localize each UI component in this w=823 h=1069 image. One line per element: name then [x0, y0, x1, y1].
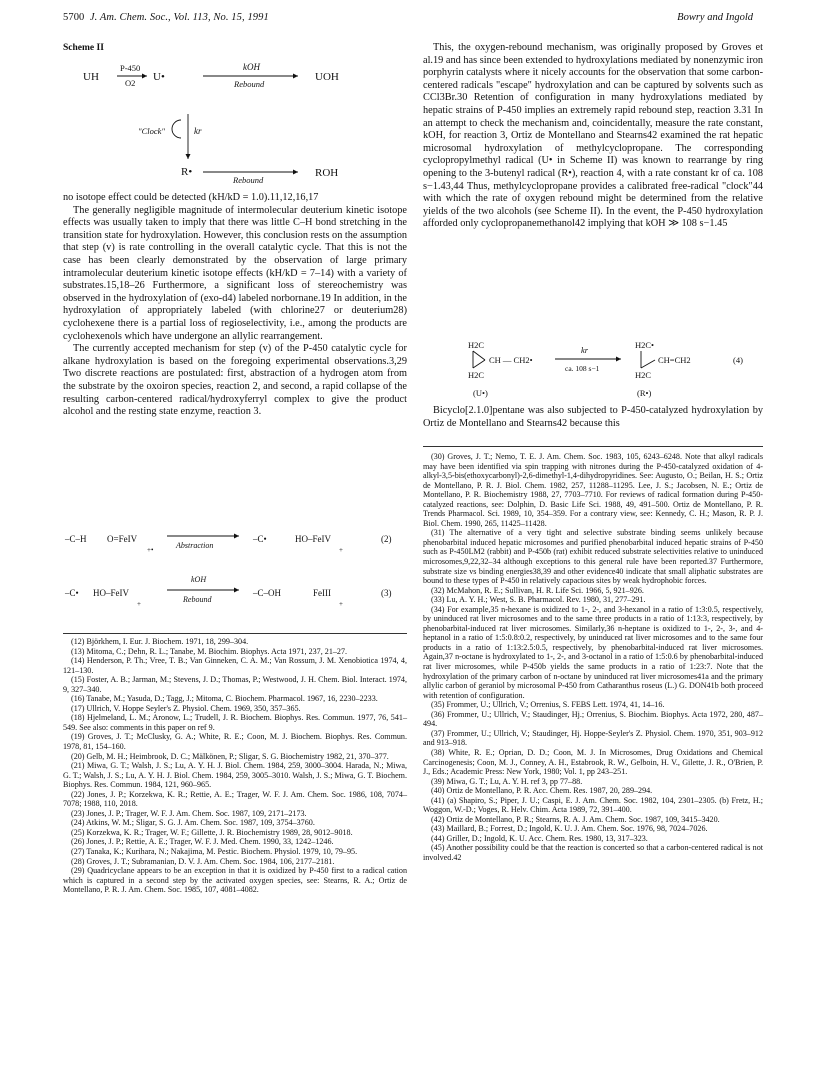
reference-15: (15) Foster, A. B.; Jarman, M.; Stevens, J. D.; Thomas, P.; Westwood, J. H. Chem. Biol. Interact. 1974, 9, 327–340.	[63, 675, 407, 694]
scheme-u-radical: U•	[153, 71, 165, 83]
scheme-ii-diagram	[63, 52, 407, 190]
r4-h2c-top: H2C	[468, 340, 485, 350]
left-paragraph-1: no isotope effect could be detected (kH/kD = 1.0).11,12,16,17	[63, 192, 319, 203]
r4-h2c-radical: H2C•	[635, 340, 655, 350]
right-body-text	[423, 42, 763, 231]
left-paragraph-3: The currently accepted mechanism for step (v) of the P-450 catalytic cycle for alkane hydroxylation is based on the foregoing experimental observations.3,29 Two discrete reactions are postulated: first, abstraction of a hydrogen atom from the substrate by the oxoiron species, reaction 2, and second, a rapid collapse of the resulting carbon-centered radical/hydroxyferryl complex to give the product alcohol and the resting state enzyme, reaction 3.	[63, 343, 407, 418]
r4-h2c-bottom: H2C	[468, 370, 485, 380]
reference-44: (44) Griller, D.; Ingold, K. U. Acc. Chem. Res. 1980, 13, 317–323.	[431, 833, 648, 843]
reference-25: (25) Korzekwa, K. R.; Trager, W. F.; Gillette, J. R. Biochemistry 1989, 28, 9012–9018.	[71, 827, 353, 837]
r4-number: (4)	[733, 355, 743, 365]
r2-number: (2)	[381, 534, 392, 544]
r2-oxo-charge: +•	[147, 546, 154, 554]
reference-16: (16) Tanabe, M.; Yasuda, D.; Tagg, J.; Mitoma, C. Biochem. Pharmacol. 1967, 16, 2230–2233.	[71, 694, 378, 704]
reference-42: (42) Ortiz de Montellano, P. R.; Stearns, R. A. J. Am. Chem. Soc. 1987, 109, 3415–3420.	[431, 814, 720, 824]
reference-28: (28) Groves, J. T.; Subramanian, D. V. J. Am. Chem. Soc. 1984, 106, 2177–2181.	[71, 856, 335, 866]
r3-left-charge: +	[137, 600, 141, 608]
reference-38: (38) White, R. E.; Oprian, D. D.; Coon, M. J. In Microsomes, Drug Oxidations and Chemical Carcinogenesis; Coon, M. J., Conney, A. H., Estabrook, R. W., Gelboin, H. V., Gilette, J. R., O'Brien, P. J., Eds.; Academic Press: New York, 1980; Vol. 1, pp 243–251.	[423, 747, 763, 777]
right-body-text-2	[423, 405, 763, 430]
scheme-koh: kOH	[243, 62, 260, 72]
reference-21: (21) Miwa, G. T.; Walsh, J. S.; Lu, A. Y. H. J. Biol. Chem. 1984, 259, 3000–3004. Harada, N.; Miwa, G. T.; Walsh, J. S.; Lu, A. Y. H. J. Biol. Chem. 1984, 259, 3005–3010. Walsh, J. S.; Miwa, G. T. Biochem. Biophys. Res. Commun. 1984, 121, 960–965.	[63, 761, 407, 790]
r2-right-charge: +	[339, 546, 343, 554]
scheme-rebound-1: Rebound	[234, 79, 265, 89]
r3-left-iron: HO–FeIV	[93, 588, 129, 598]
reference-29: (29) Quadricyclane appears to be an exception in that it is oxidized by P-450 first to a radical cation which is captured in a second step by the activated oxygen species, see: Stearns, R. A.; Ortiz de Montellano, P. R. J. Am. Chem. Soc. 1985, 107, 4081–4082.	[63, 866, 407, 895]
reference-13: (13) Mitoma, C.; Dehn, R. L.; Tanabe, M. Biochim. Biophys. Acta 1971, 237, 21–27.	[71, 646, 348, 656]
running-header-left	[63, 12, 269, 23]
reference-36: (36) Frommer, U.; Ullrich, V.; Staudinger, Hj.; Orrenius, S. Biochim. Biophys. Acta 1972, 280, 487–494.	[423, 709, 763, 729]
reactions-2-3-diagram	[63, 520, 407, 616]
r4-label-u: (U•)	[473, 388, 488, 398]
reference-23: (23) Jones, J. P.; Trager, W. F. J. Am. Chem. Soc. 1987, 109, 2171–2173.	[71, 808, 307, 818]
reference-45: (45) Another possibility could be that the reaction is concerted so that a carbon-centered radical is not involved.42	[423, 843, 763, 862]
scheme-uh: UH	[83, 71, 99, 83]
reference-12: (12) Björkhem, I. Eur. J. Biochem. 1971, 18, 299–304.	[71, 637, 249, 646]
reaction-4-diagram	[423, 338, 763, 400]
scheme-uoh: UOH	[315, 71, 339, 83]
right-paragraph-2: Bicyclo[2.1.0]pentane was also subjected to P-450-catalyzed hydroxylation by Ortiz de Montellano and Stearns42 because this	[423, 405, 763, 429]
footnote-rule-right	[423, 446, 763, 447]
r3-left-radical: –C•	[65, 588, 79, 598]
r2-left-group: –C–H	[65, 534, 87, 544]
reference-18: (18) Hjelmeland, L. M.; Aronow, L.; Trudell, J. R. Biochem. Biophys. Res. Commun. 1977, 76, 541–549. See also: comments in this paper on ref 9.	[63, 713, 407, 732]
reference-43: (43) Maillard, B.; Forrest, D.; Ingold, K. U. J. Am. Chem. Soc. 1976, 98, 7024–7026.	[431, 824, 708, 834]
r4-alkene: CH=CH2	[658, 355, 691, 365]
scheme-kr: kr	[194, 126, 202, 136]
r2-right-radical: –C•	[253, 534, 267, 544]
scheme-rebound-2: Rebound	[233, 175, 264, 185]
running-header-authors: Bowry and Ingold	[677, 12, 753, 23]
r2-right-iron: HO–FeIV	[295, 534, 331, 544]
reference-33: (33) Lu, A. Y. H.; West, S. B. Pharmacol. Rev. 1980, 31, 277–291.	[431, 595, 646, 605]
left-paragraph-2: The generally negligible magnitude of intermolecular deuterium kinetic isotope effects was usually taken to imply that there was little C–H bond stretching in the transition state for hydroxylation. However, this conclusion rests on the assumption that step (v) is rate controlling in the overall catalytic cycle. That this is not the case has been clearly demonstrated by the observation of large primary intramolecular deuterium kinetic isotope effects (kH/kD = 7–14) with a variety of substrates.15,18–26 Furthermore, a significant loss of stereochemistry was observed in the hydroxylation of (exo-d4) labeled norbornane.19 In addition, in the hydroxylation of appropriately labeled (with chlorine27 or deuterium28) cyclohexene there is a partial loss of regioselectivity, i.e., among the products are cyclohexenols which have undergone an allylic rearrangement.	[63, 204, 407, 342]
reference-30: (30) Groves, J. T.; Nemo, T. E. J. Am. Chem. Soc. 1983, 105, 6243–6248. Note that alkyl radicals may have been identified via spin trapping with nitrones during the P-450-catalyzed oxidation of 4-alkyl-3,5-bis(ethoxycarbonyl)-2,6-dimethyl-1,4-dihydropyridines. See: Augusto, O.; Beilan, H. S.; Ortiz de Montellano, P. R. J. Biol. Chem. 1982, 257, 11288–11295. Lee, J. S.; Jacobsen, N. E.; Ortiz de Montellano, P. R. Biochemistry 1988, 27, 7703–7710. For reviews of radical formation during P-450-catalyzed reactions, see: Dolphin, D. Basic Life Sci. 1988, 49, 491–500. Ortiz de Montellano, P. R. Trends Pharmacol. Sci. 1989, 10, 354–359. For a contrary view, see: Kennedy, C. H.; Mason, R. P. J. Biol. Chem. 1990, 265, 11425–11428.	[423, 452, 763, 528]
r2-oxo-iron: O=FeIV	[107, 534, 138, 544]
reference-34: (34) For example,35 n-hexane is oxidized to 1-, 2-, and 3-hexanol in a ratio of 1:3:0.5, respectively, by uninduced rat liver microsomes and to the same three products in a ratio of 1:13:3, respectively, by phenobarbital-induced rat liver microsomes. Similarly,36 n-heptane is oxidized to 1-, 2-, 3-, and 4-heptanol in a ratio of 1:5:0.8:0.2, respectively, by uninduced rat liver microsomes and to the same four products in a ratio of 1:13:2.5:0.5, respectively, by phenobarbital-induced rat liver microsomes. Again,37 n-octane is hydroxylated to 1-, 2-, and 3-octanol in a ratio of 1:5:0.6 by phenobarbital-induced rat liver microsomes, while P-450b yields the same products in a ratio of 1:23:7. Note that the hydroxylation of the primary carbon of n-octane by uninduced rat liver microsomes41a and the primary allylic carbon of geraniol by microsomal P-450 from Catharanthus roseus (L.) G. DON41b both proceed with retention of configuration.	[423, 604, 763, 700]
scheme-r-radical: R•	[181, 166, 193, 178]
r2-arrow-label: Abstraction	[176, 541, 214, 550]
right-paragraph-1: This, the oxygen-rebound mechanism, was originally proposed by Groves et al.19 and has since been extended to hydroxylations mediated by nonenzymic iron porphyrin catalysts where it nicely accounts for the observation that some carbon-centered radicals "escape" hydroxylation and can be captured by solvents such as CCl3Br.30 Retention of configuration in many hydroxylations mediated by hepatic strains of P-450 implies an extremely rapid rebound step, reaction 3.31 In an attempt to check the mechanism and, coincidentally, measure the rate constant, kOH, for reaction 3, Ortiz de Montellano and Stearns42 examined the rat hepatic microsomal hydroxylation of methylcyclopropane. The corresponding cyclopropylmethyl radical (U• in Scheme II) was known to rearrange by ring opening to the 3-butenyl radical (R•), reaction 4, with a rate constant kr of ca. 108 s−1.43,44 Thus, methylcyclopropane provides a calibrated free-radical "clock"44 with which the rate of oxygen rebound might be determined from the relative yields of the two alcohols (see Scheme II). In the event, the P-450 hydroxylation afforded only cyclopropanemethanol42 implying that kOH ≫ 108 s−1.45	[423, 42, 763, 230]
scheme-o2: O2	[125, 78, 136, 88]
r4-h2c-bottom-r: H2C	[635, 370, 652, 380]
scheme-p450: P-450	[120, 63, 141, 73]
journal-citation: J. Am. Chem. Soc., Vol. 113, No. 15, 1991	[89, 12, 269, 23]
scheme-clock-label: "Clock"	[138, 126, 165, 136]
reference-27: (27) Tanaka, K.; Kurihara, N.; Nakajima, M. Pestic. Biochem. Physiol. 1979, 10, 79–95.	[71, 847, 358, 857]
reference-19: (19) Groves, J. T.; McClusky, G. A.; White, R. E.; Coon, M. J. Biochem. Biophys. Res. Commun. 1978, 81, 154–160.	[63, 732, 407, 752]
reference-31: (31) The alternative of a very tight and selective substrate binding seems unlikely because phenobarbital induced hepatic microsomes and purified phenobarbital induced hepatic strains of P-450 such as P-450LM2 (rabbit) and P-450b (rat) exhibit reduced substrate selectivities relative to uninduced microsomes,9,22,32–34 although exceptions to this general rule have been reported.37 Furthermore, substrate size vs binding energies38,39 and other evidence40 indicate that small aliphatic substrates are bound to these types of P-450 in relatively capacious sites by weak hydrophobic forces.	[423, 528, 763, 586]
r3-product: –C–OH	[253, 588, 282, 598]
reference-37: (37) Frommer, U.; Ullrich, V.; Staudinger, Hj. Hoppe-Seyler's Z. Physiol. Chem. 1970, 351, 903–912 and 913–918.	[423, 728, 763, 748]
r4-ch-group: CH — CH2•	[489, 355, 533, 365]
r3-arrow-top: kOH	[191, 575, 207, 584]
scheme-title: Scheme II	[63, 43, 104, 53]
scheme-roh: ROH	[315, 167, 339, 179]
r4-kr: kr	[581, 345, 589, 355]
right-references	[423, 452, 763, 863]
page-number: 5700	[63, 12, 85, 23]
r3-number: (3)	[381, 588, 392, 598]
reference-35: (35) Frommer, U.; Ullrich, V.; Orrenius, S. FEBS Lett. 1974, 41, 14–16.	[431, 700, 665, 710]
footnote-rule-left	[63, 633, 407, 634]
left-body-text	[63, 192, 407, 419]
reference-39: (39) Miwa, G. T.; Lu, A. Y. H. ref 3, pp 77–88.	[431, 776, 583, 786]
r3-iron-charge: +	[339, 600, 343, 608]
r3-arrow-label: Rebound	[183, 595, 212, 604]
reference-20: (20) Gelb, M. H.; Heimbrook, D. C.; Mälkönen, P.; Sligar, S. G. Biochemistry 1982, 21, 370–377.	[71, 751, 389, 761]
r4-rate: ca. 108 s−1	[565, 364, 600, 373]
r4-label-r: (R•)	[637, 388, 652, 398]
reference-24: (24) Atkins, W. M.; Sligar, S. G. J. Am. Chem. Soc. 1987, 109, 3754–3760.	[71, 818, 315, 828]
reference-26: (26) Jones, J. P.; Rettie, A. E.; Trager, W. F. J. Med. Chem. 1990, 33, 1242–1246.	[71, 837, 334, 847]
reference-22: (22) Jones, J. P.; Korzekwa, K. R.; Rettie, A. E.; Trager, W. F. J. Am. Chem. Soc. 1986, 108, 7074–7078; 1988, 110, 2018.	[63, 789, 407, 809]
r3-iron: FeIII	[313, 588, 331, 598]
reference-41: (41) (a) Shapiro, S.; Piper, J. U.; Caspi, E. J. Am. Chem. Soc. 1982, 104, 2301–2305. (b) Fretz, H.; Woggon, W.-D.; Voges, R. Helv. Chim. Acta 1989, 72, 391–400.	[423, 795, 763, 815]
reference-17: (17) Ullrich, V. Hoppe Seyler's Z. Physiol. Chem. 1969, 350, 357–365.	[71, 703, 301, 713]
reference-32: (32) McMahon, R. E.; Sullivan, H. R. Life Sci. 1966, 5, 921–926.	[431, 585, 644, 595]
reference-14: (14) Henderson, P. Th.; Vree, T. B.; Van Ginneken, C. A. M.; Van Rossum, J. M. Xenobiotica 1974, 4, 121–130.	[63, 656, 407, 675]
left-references	[63, 637, 407, 895]
reference-40: (40) Ortiz de Montellano, P. R. Acc. Chem. Res. 1987, 20, 289–294.	[431, 786, 653, 796]
